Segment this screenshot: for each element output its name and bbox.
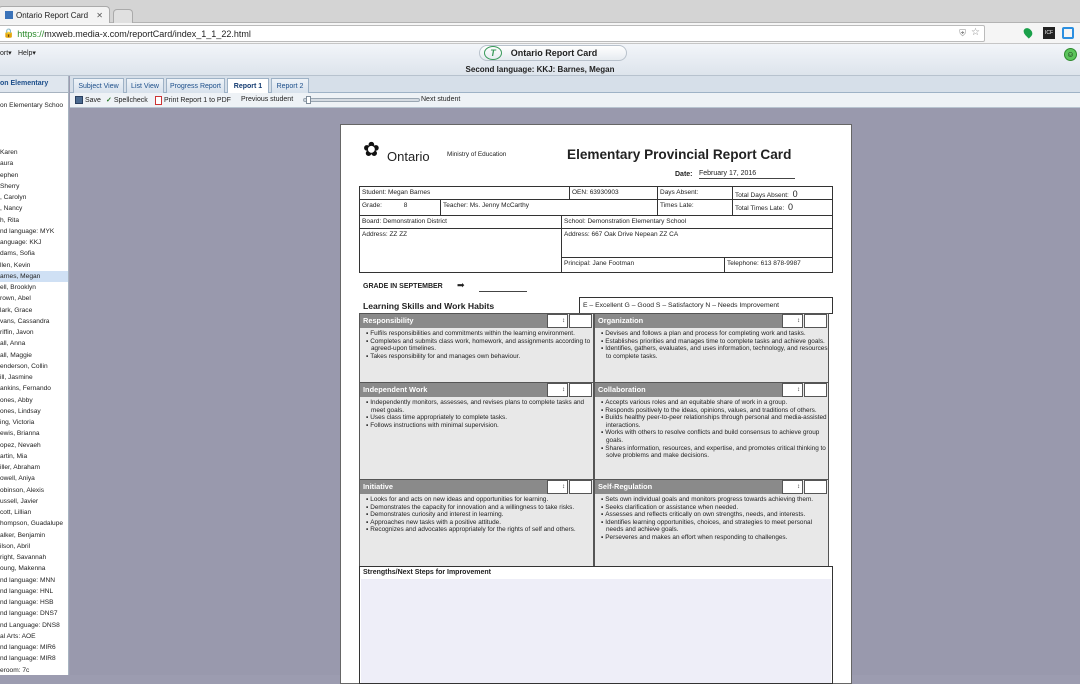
student-list-item[interactable]: Karen [0, 149, 18, 156]
skill-item: ▪ Works with others to resolve conflicts and build consensus to achieve group goals. [598, 429, 828, 444]
close-tab-icon[interactable]: ✕ [96, 10, 103, 20]
board-cell: Board: Demonstration District [359, 215, 562, 229]
skill-item: ▪ Shares information, resources, and expertise, and promotes critical thinking to solve problems and make decisions. [598, 445, 828, 460]
skill-rating-select[interactable]: ↕ [547, 480, 568, 494]
skill-title: Organization [595, 314, 782, 328]
spellcheck-label: Spellcheck [113, 96, 148, 104]
total-days-absent-label: Total Days Absent: [735, 192, 789, 199]
student-list-item[interactable]: nd language: MYK [0, 227, 55, 235]
student-list-item[interactable]: ones, Lindsay [0, 407, 41, 415]
student-list-item[interactable]: lark, Grace [0, 306, 33, 314]
ministry-label: Ministry of Education [447, 151, 507, 158]
skill-item: ▪ Builds healthy peer-to-peer relationships through personal and media-assisted interactions. [598, 414, 828, 429]
skill-title: Self-Regulation [595, 480, 782, 494]
skill-rating-select[interactable]: ↕ [782, 383, 803, 397]
extension-icf-icon[interactable]: ICF [1043, 27, 1055, 39]
strengths-title: Strengths/Next Steps for Improvement [363, 569, 491, 576]
student-list-item[interactable]: artin, Mia [0, 452, 28, 460]
student-list-item[interactable]: ones, Abby [0, 396, 33, 404]
skill-rating-box[interactable] [569, 383, 592, 397]
skill-rating-select[interactable]: ↕ [547, 383, 568, 397]
student-cell: Student: Megan Barnes [359, 186, 570, 200]
student-list-item[interactable]: vans, Cassandra [0, 317, 50, 325]
total-days-absent-value: 0 [792, 189, 798, 199]
student-list-item[interactable]: nd language: DNS7 [0, 610, 58, 618]
app-logo-icon: T [484, 46, 502, 60]
skill-title: Responsibility [360, 314, 547, 328]
save-label: Save [85, 96, 101, 104]
smiley-icon[interactable]: ☺ [1064, 48, 1077, 61]
student-list-item[interactable]: nd language: MNN [0, 576, 55, 584]
document-viewport [70, 108, 1080, 675]
extension-drop-icon[interactable] [1022, 26, 1034, 38]
next-student-button[interactable] [421, 96, 460, 103]
skill-title: Collaboration [595, 383, 782, 397]
skill-item-list [363, 399, 593, 429]
skill-rating-box[interactable] [804, 383, 827, 397]
menu-help[interactable]: Help▾ [18, 50, 36, 57]
skill-panel-responsibility [359, 313, 594, 384]
telephone-cell: Telephone: 613 878-9987 [724, 257, 833, 273]
strengths-box [359, 566, 833, 684]
tab-progress-report[interactable]: Progress Report [166, 78, 225, 93]
skill-item-list [363, 330, 593, 360]
skill-item: ▪ Responds positively to the ideas, opinions, values, and traditions of others. [598, 407, 828, 415]
skill-item: ▪ Accepts various roles and an equitable share of work in a group. [598, 399, 828, 407]
skill-item-list [598, 330, 828, 360]
skill-item: ▪ Completes and submits class work, homework, and assignments according to agreed-upon timelines. [363, 338, 593, 353]
student-list-item[interactable]: opez, Nevaeh [0, 441, 41, 449]
school-cell: School: Demonstration Elementary School [561, 215, 833, 229]
student-list-item[interactable]: eroom: 7c [0, 666, 30, 674]
student-list-item[interactable]: cott, Lillian [0, 509, 32, 516]
student-list-item[interactable]: right, Savannah [0, 554, 47, 561]
date-label: Date: [675, 171, 693, 178]
save-icon [75, 96, 83, 104]
skill-item: ▪ Independently monitors, assesses, and revises plans to complete tasks and meet goals. [363, 399, 593, 414]
student-list-item[interactable]: al Arts: AOE [0, 632, 36, 640]
student-list-item[interactable]: rown, Abel [0, 295, 31, 303]
total-times-late-cell [732, 199, 833, 216]
student-list-item[interactable]: dams, Sofia [0, 250, 35, 258]
grade-value: 8 [403, 202, 408, 209]
skill-item: ▪ Perseveres and makes an effort when responding to challenges. [598, 534, 828, 542]
student-list-item[interactable]: ussell, Javier [0, 497, 39, 505]
student-list-item[interactable]: ill, Jasmine [0, 374, 33, 381]
student-sidebar [0, 76, 69, 675]
skill-item: ▪ Recognizes and advocates appropriately for the rights of self and others. [363, 526, 593, 534]
strengths-textarea[interactable] [361, 579, 831, 683]
app-title: Ontario Report Card [510, 48, 598, 58]
shield-icon[interactable]: ⛨ [959, 28, 966, 38]
skill-item: ▪ Establishes priorities and manages time to complete tasks and achieve goals. [598, 338, 828, 346]
times-late-cell: Times Late: [657, 199, 733, 216]
teacher-cell: Teacher: Ms. Jenny McCarthy [440, 199, 658, 216]
grade-cell [359, 199, 441, 216]
tab-list-view[interactable]: List View [126, 78, 164, 93]
student-list-item[interactable]: ilson, Abril [0, 542, 31, 550]
student-list-item[interactable]: owell, Aniya [0, 475, 35, 483]
skill-rating-box[interactable] [804, 314, 827, 328]
student-list-item[interactable]: nd language: HSB [0, 599, 54, 606]
student-list-item[interactable]: nd language: HNL [0, 587, 54, 595]
skill-panel-self-regulation [594, 479, 829, 567]
report-title: Elementary Provincial Report Card [567, 147, 792, 162]
tab-subject-view[interactable]: Subject View [73, 78, 124, 93]
total-days-absent-cell [732, 186, 833, 200]
skill-rating-box[interactable] [569, 480, 592, 494]
url-field[interactable] [0, 25, 985, 42]
extension-window-icon[interactable] [1062, 27, 1074, 39]
page-subtitle: Second language: KKJ: Barnes, Megan [465, 65, 615, 74]
pdf-icon [155, 96, 162, 105]
days-absent-cell: Days Absent: [657, 186, 733, 200]
menu-report[interactable]: ort▾ [0, 50, 12, 57]
browser-tab-bar [0, 0, 1080, 23]
spellcheck-icon: ✓ [106, 97, 112, 104]
student-list-item[interactable]: all, Anna [0, 340, 26, 348]
skill-rating-select[interactable]: ↕ [782, 480, 803, 494]
previous-student-button[interactable] [241, 96, 293, 103]
skill-panel-initiative [359, 479, 594, 567]
student-list-item[interactable]: ankins, Fernando [0, 385, 51, 393]
sidebar-school-header[interactable]: on Elementary [0, 76, 69, 93]
browser-tab-title: Ontario Report Card [16, 10, 89, 20]
skill-item: ▪ Assesses and reflects critically on own strengths, needs, and interests. [598, 511, 828, 519]
trillium-logo-icon: ✿ [363, 139, 380, 161]
lock-icon: 🔒 [3, 28, 15, 38]
save-button[interactable] [75, 96, 101, 104]
grade-in-september-label: GRADE IN SEPTEMBER [363, 283, 443, 290]
grade-label: Grade: [362, 202, 382, 209]
print-pdf-label: Print Report 1 to PDF [164, 97, 231, 104]
principal-cell: Principal: Jane Footman [561, 257, 725, 273]
skill-item: ▪ Follows instructions with minimal supervision. [363, 422, 593, 430]
tab-report-2[interactable]: Report 2 [271, 78, 309, 93]
student-list-item[interactable]: ewis, Brianna [0, 430, 40, 438]
student-list-item[interactable]: , Nancy [0, 205, 23, 213]
student-list-item[interactable]: oung, Makenna [0, 565, 46, 573]
total-times-late-label: Total Times Late: [735, 205, 785, 212]
app-header [0, 44, 1080, 76]
new-tab-button[interactable] [113, 9, 133, 23]
skill-item: ▪ Uses class time appropriately to complete tasks. [363, 414, 593, 422]
skill-rating-select[interactable]: ↕ [782, 314, 803, 328]
report-toolbar [70, 93, 1080, 108]
spellcheck-button[interactable] [106, 96, 148, 104]
student-list-item[interactable]: all, Maggie [0, 351, 32, 359]
skill-rating-box[interactable] [804, 480, 827, 494]
learning-skills-title: Learning Skills and Work Habits [363, 301, 495, 311]
skill-item: ▪ Seeks clarification or assistance when needed. [598, 504, 828, 512]
skill-panel-organization [594, 313, 829, 384]
student-list-item[interactable]: llen, Kevin [0, 261, 31, 269]
skill-item: ▪ Sets own individual goals and monitors progress towards achieving them. [598, 496, 828, 504]
skill-item: ▪ Demonstrates curiosity and interest in learning. [363, 511, 593, 519]
previous-student-label: Previous student [241, 96, 294, 103]
url-path: mxweb.media-x.com/reportCard/index_1_1_22.html [44, 28, 251, 39]
skill-item: ▪ Identifies, gathers, evaluates, and uses information, technology, and resources to complete tasks. [598, 345, 828, 360]
skill-item: ▪ Fulfils responsibilities and commitments within the learning environment. [363, 330, 593, 338]
skill-item-list [598, 496, 828, 542]
skill-item: ▪ Demonstrates the capacity for innovation and a willingness to take risks. [363, 504, 593, 512]
rating-legend: E – Excellent G – Good S – Satisfactory N – Needs Improvement [579, 297, 833, 314]
student-slider[interactable] [303, 98, 420, 102]
skill-item-list [363, 496, 593, 534]
date-value[interactable]: February 17, 2016 [699, 170, 795, 179]
tab-report-1[interactable]: Report 1 [227, 78, 269, 94]
student-list-item[interactable]: obinson, Alexis [0, 486, 44, 494]
oen-cell: OEN: 63930903 [569, 186, 658, 200]
student-list-item[interactable]: anguage: KKJ [0, 239, 42, 246]
skill-panel-collaboration [594, 382, 829, 480]
address-cell-2: Address: 667 Oak Drive Nepean ZZ CA [561, 228, 833, 258]
student-list-item[interactable]: ephen [0, 171, 19, 179]
skill-item: ▪ Takes responsibility for and manages own behaviour. [363, 353, 593, 361]
student-list-item[interactable]: ing, Victoria [0, 419, 35, 426]
favicon-icon [5, 11, 13, 19]
arrow-right-icon: ➡ [457, 280, 465, 290]
student-list-item[interactable]: iller, Abraham [0, 464, 40, 471]
app-logo [479, 45, 627, 61]
student-list-item[interactable]: Sherry [0, 182, 20, 190]
browser-tab[interactable] [0, 6, 110, 23]
skill-title: Initiative [360, 480, 547, 494]
student-list-item[interactable]: ell, Brooklyn [0, 284, 36, 291]
skill-rating-box[interactable] [569, 314, 592, 328]
print-pdf-button[interactable] [155, 96, 231, 105]
slider-handle[interactable] [306, 96, 311, 104]
address-cell-1: Address: ZZ ZZ [359, 228, 562, 273]
total-times-late-value: 0 [787, 202, 793, 212]
skill-rating-select[interactable]: ↕ [547, 314, 568, 328]
url-scheme: https:// [17, 28, 45, 39]
student-list-item[interactable]: riffin, Javon [0, 329, 34, 336]
next-student-label: Next student [421, 96, 461, 103]
grade-in-september-field[interactable] [479, 284, 527, 292]
ontario-logo-text: Ontario [387, 149, 430, 164]
student-list-item[interactable]: arnes, Megan [0, 271, 69, 282]
student-list-item[interactable]: aura [0, 160, 14, 168]
student-list-item[interactable]: enderson, Collin [0, 362, 48, 370]
student-list-item[interactable]: h, Rita [0, 216, 20, 224]
skill-panel-independent-work [359, 382, 594, 480]
sidebar-school-name[interactable]: on Elementary Schoo [0, 102, 64, 109]
skill-item: ▪ Approaches new tasks with a positive attitude. [363, 519, 593, 527]
skill-item: ▪ Identifies learning opportunities, choices, and strategies to meet personal needs and achieve goals. [598, 519, 828, 534]
view-tabs [70, 76, 1080, 93]
skill-item: ▪ Looks for and acts on new ideas and opportunities for learning. [363, 496, 593, 504]
star-icon[interactable]: ☆ [971, 27, 980, 38]
report-card-page [340, 124, 852, 684]
student-list-item[interactable]: hompson, Guadalupe [0, 520, 64, 528]
student-list-item[interactable]: , Carolyn [0, 194, 27, 201]
student-list-item[interactable]: nd language: MIR8 [0, 655, 56, 663]
skill-title: Independent Work [360, 383, 547, 397]
address-bar [0, 23, 1080, 44]
skill-item: ▪ Devises and follows a plan and process for completing work and tasks. [598, 330, 828, 338]
student-list-item[interactable]: nd Language: DNS8 [0, 621, 60, 629]
skill-item-list [598, 399, 828, 460]
student-list-item[interactable]: alker, Benjamin [0, 531, 46, 539]
student-list-item[interactable]: nd language: MIR6 [0, 644, 56, 651]
